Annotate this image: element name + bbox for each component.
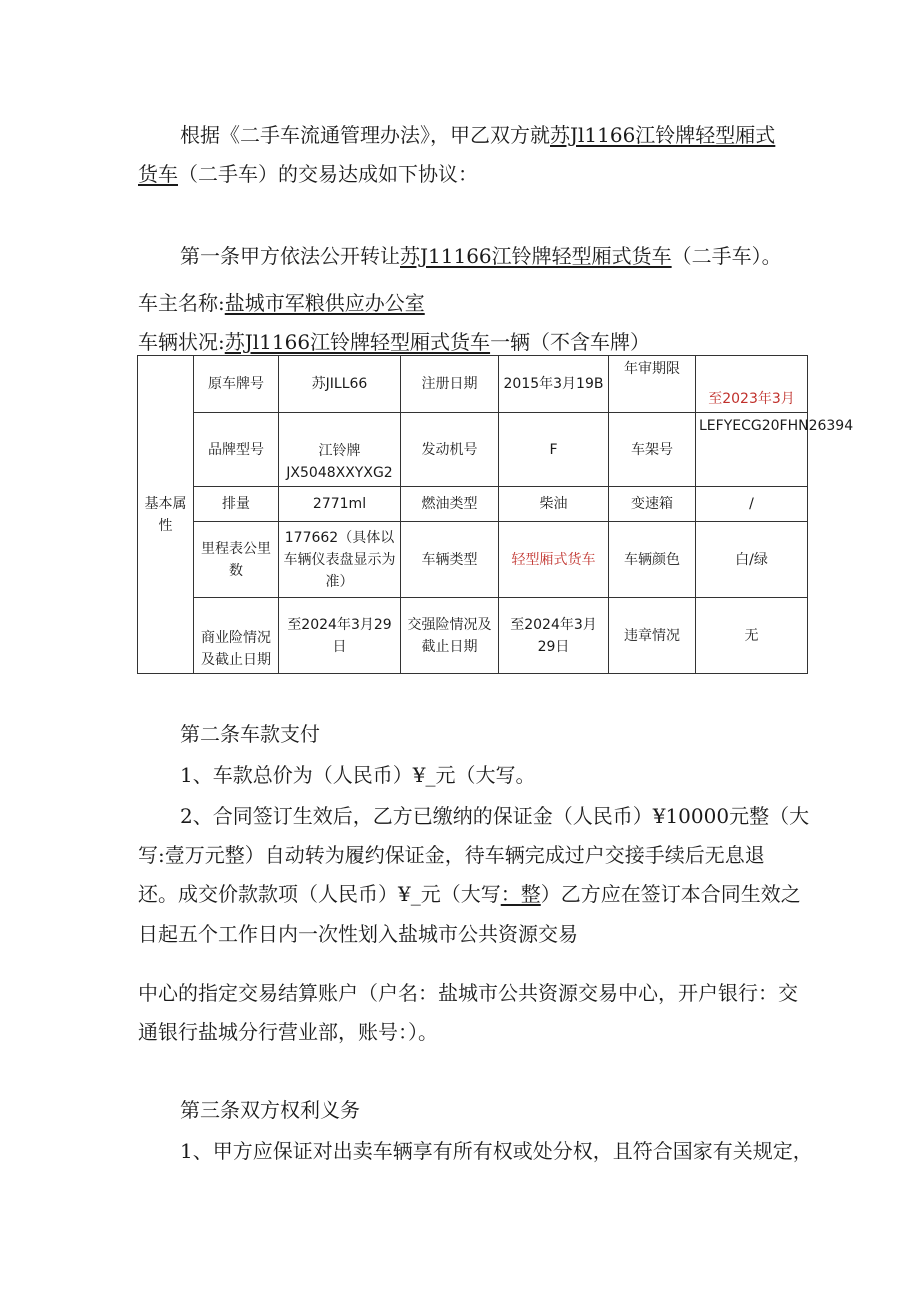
condition-value: 苏Jl1166江铃牌轻型厢式货车 [224, 330, 491, 354]
article-3-para-1: 1、甲方应保证对出卖车辆享有所有权或处分权，且符合国家有关规定， [180, 1139, 813, 1163]
intro-text: 根据《二手车流通管理办法》，甲乙双方就 [180, 123, 550, 147]
article-2-title: 第二条车款支付 [180, 722, 320, 746]
reg-date-value: 2015年3月19B [499, 356, 609, 413]
condition-line [138, 329, 650, 355]
table-row [138, 522, 808, 598]
odometer-value: 177662（具体以车辆仪表盘显示为准） [279, 522, 401, 598]
brand-label: 品牌型号 [194, 413, 279, 487]
article-2-para-2-line: 日起五个工作日内一次性划入盐城市公共资源交易 [138, 922, 578, 946]
violation-value: 无 [696, 598, 808, 674]
section-label: 基本属性 [138, 356, 194, 674]
commercial-insurance-label: 商业险情况及截止日期 [194, 598, 279, 674]
intro-line-1 [180, 122, 775, 148]
vehicle-name-underlined: 苏Jl1166江铃牌轻型厢式 [550, 123, 776, 147]
commercial-insurance-value: 至2024年3月29日 [279, 598, 401, 674]
violation-label: 违章情况 [609, 598, 696, 674]
article-1-text: 第一条甲方依法公开转让 [180, 244, 400, 268]
table-row [138, 487, 808, 522]
plate-value: 苏JILL66 [279, 356, 401, 413]
article-2-para-2-line: 写:壹万元整）自动转为履约保证金，待车辆完成过户交接手续后无息退 [138, 843, 765, 867]
gearbox-label: 变速箱 [609, 487, 696, 522]
table-row [138, 356, 808, 413]
plate-label: 原车牌号 [194, 356, 279, 413]
article-1-text: （二手车）。 [671, 244, 782, 268]
color-label: 车辆颜色 [609, 522, 696, 598]
inspection-value: 至2023年3月 [696, 356, 808, 413]
frame-label: 车架号 [609, 413, 696, 487]
displacement-label: 排量 [194, 487, 279, 522]
gearbox-value: / [696, 487, 808, 522]
table-row [138, 598, 808, 674]
article-1 [180, 243, 782, 269]
article-2-para-3-line: 中心的指定交易结算账户（户名：盐城市公共资源交易中心，开户银行：交 [138, 981, 798, 1005]
vehicle-name-underlined: 货车 [138, 162, 178, 186]
compulsory-insurance-label: 交强险情况及截止日期 [401, 598, 499, 674]
owner-line [138, 290, 425, 316]
intro-line-2 [138, 161, 478, 187]
inspection-label: 年审期限 [609, 356, 696, 413]
odometer-label: 里程表公里数 [194, 522, 279, 598]
owner-value: 盐城市军粮供应办公室 [224, 291, 425, 315]
amount-underlined: ：整 [500, 882, 541, 906]
article-2-para-2-line: 2、合同签订生效后，乙方已缴纳的保证金（人民币）¥10000元整（大 [180, 804, 810, 828]
vehicle-attributes-table [137, 355, 854, 674]
compulsory-insurance-value: 至2024年3月29日 [499, 598, 609, 674]
article-2-para-1: 1、车款总价为（人民币）¥_元（大写。 [180, 763, 536, 787]
article-3-title: 第三条双方权利义务 [180, 1098, 360, 1122]
brand-value: 江铃牌JX5048XXYXG2 [279, 413, 401, 487]
table-row [138, 413, 808, 487]
condition-label: 车辆状况: [138, 330, 225, 354]
vehicle-type-value: 轻型厢式货车 [499, 522, 609, 598]
owner-label: 车主名称: [138, 291, 225, 315]
frame-value: LEFYECG20FHN26394 [696, 413, 808, 487]
engine-value: F [499, 413, 609, 487]
fuel-label: 燃油类型 [401, 487, 499, 522]
engine-label: 发动机号 [401, 413, 499, 487]
displacement-value: 2771ml [279, 487, 401, 522]
reg-date-label: 注册日期 [401, 356, 499, 413]
article-2-para-2-line [138, 881, 801, 907]
article-2-text: 还。成交价款款项（人民币）¥_元（大写 [138, 882, 501, 906]
vehicle-name-underlined: 苏J11166江铃牌轻型厢式货车 [400, 244, 672, 268]
intro-text: （二手车）的交易达成如下协议： [178, 162, 478, 186]
color-value: 白/绿 [696, 522, 808, 598]
article-2-text: ）乙方应在签订本合同生效之 [540, 882, 801, 906]
vehicle-type-label: 车辆类型 [401, 522, 499, 598]
fuel-value: 柴油 [499, 487, 609, 522]
condition-text: 一辆（不含车牌） [490, 330, 651, 354]
article-2-para-3-line: 通银行盐城分行营业部，账号：）。 [138, 1020, 438, 1044]
